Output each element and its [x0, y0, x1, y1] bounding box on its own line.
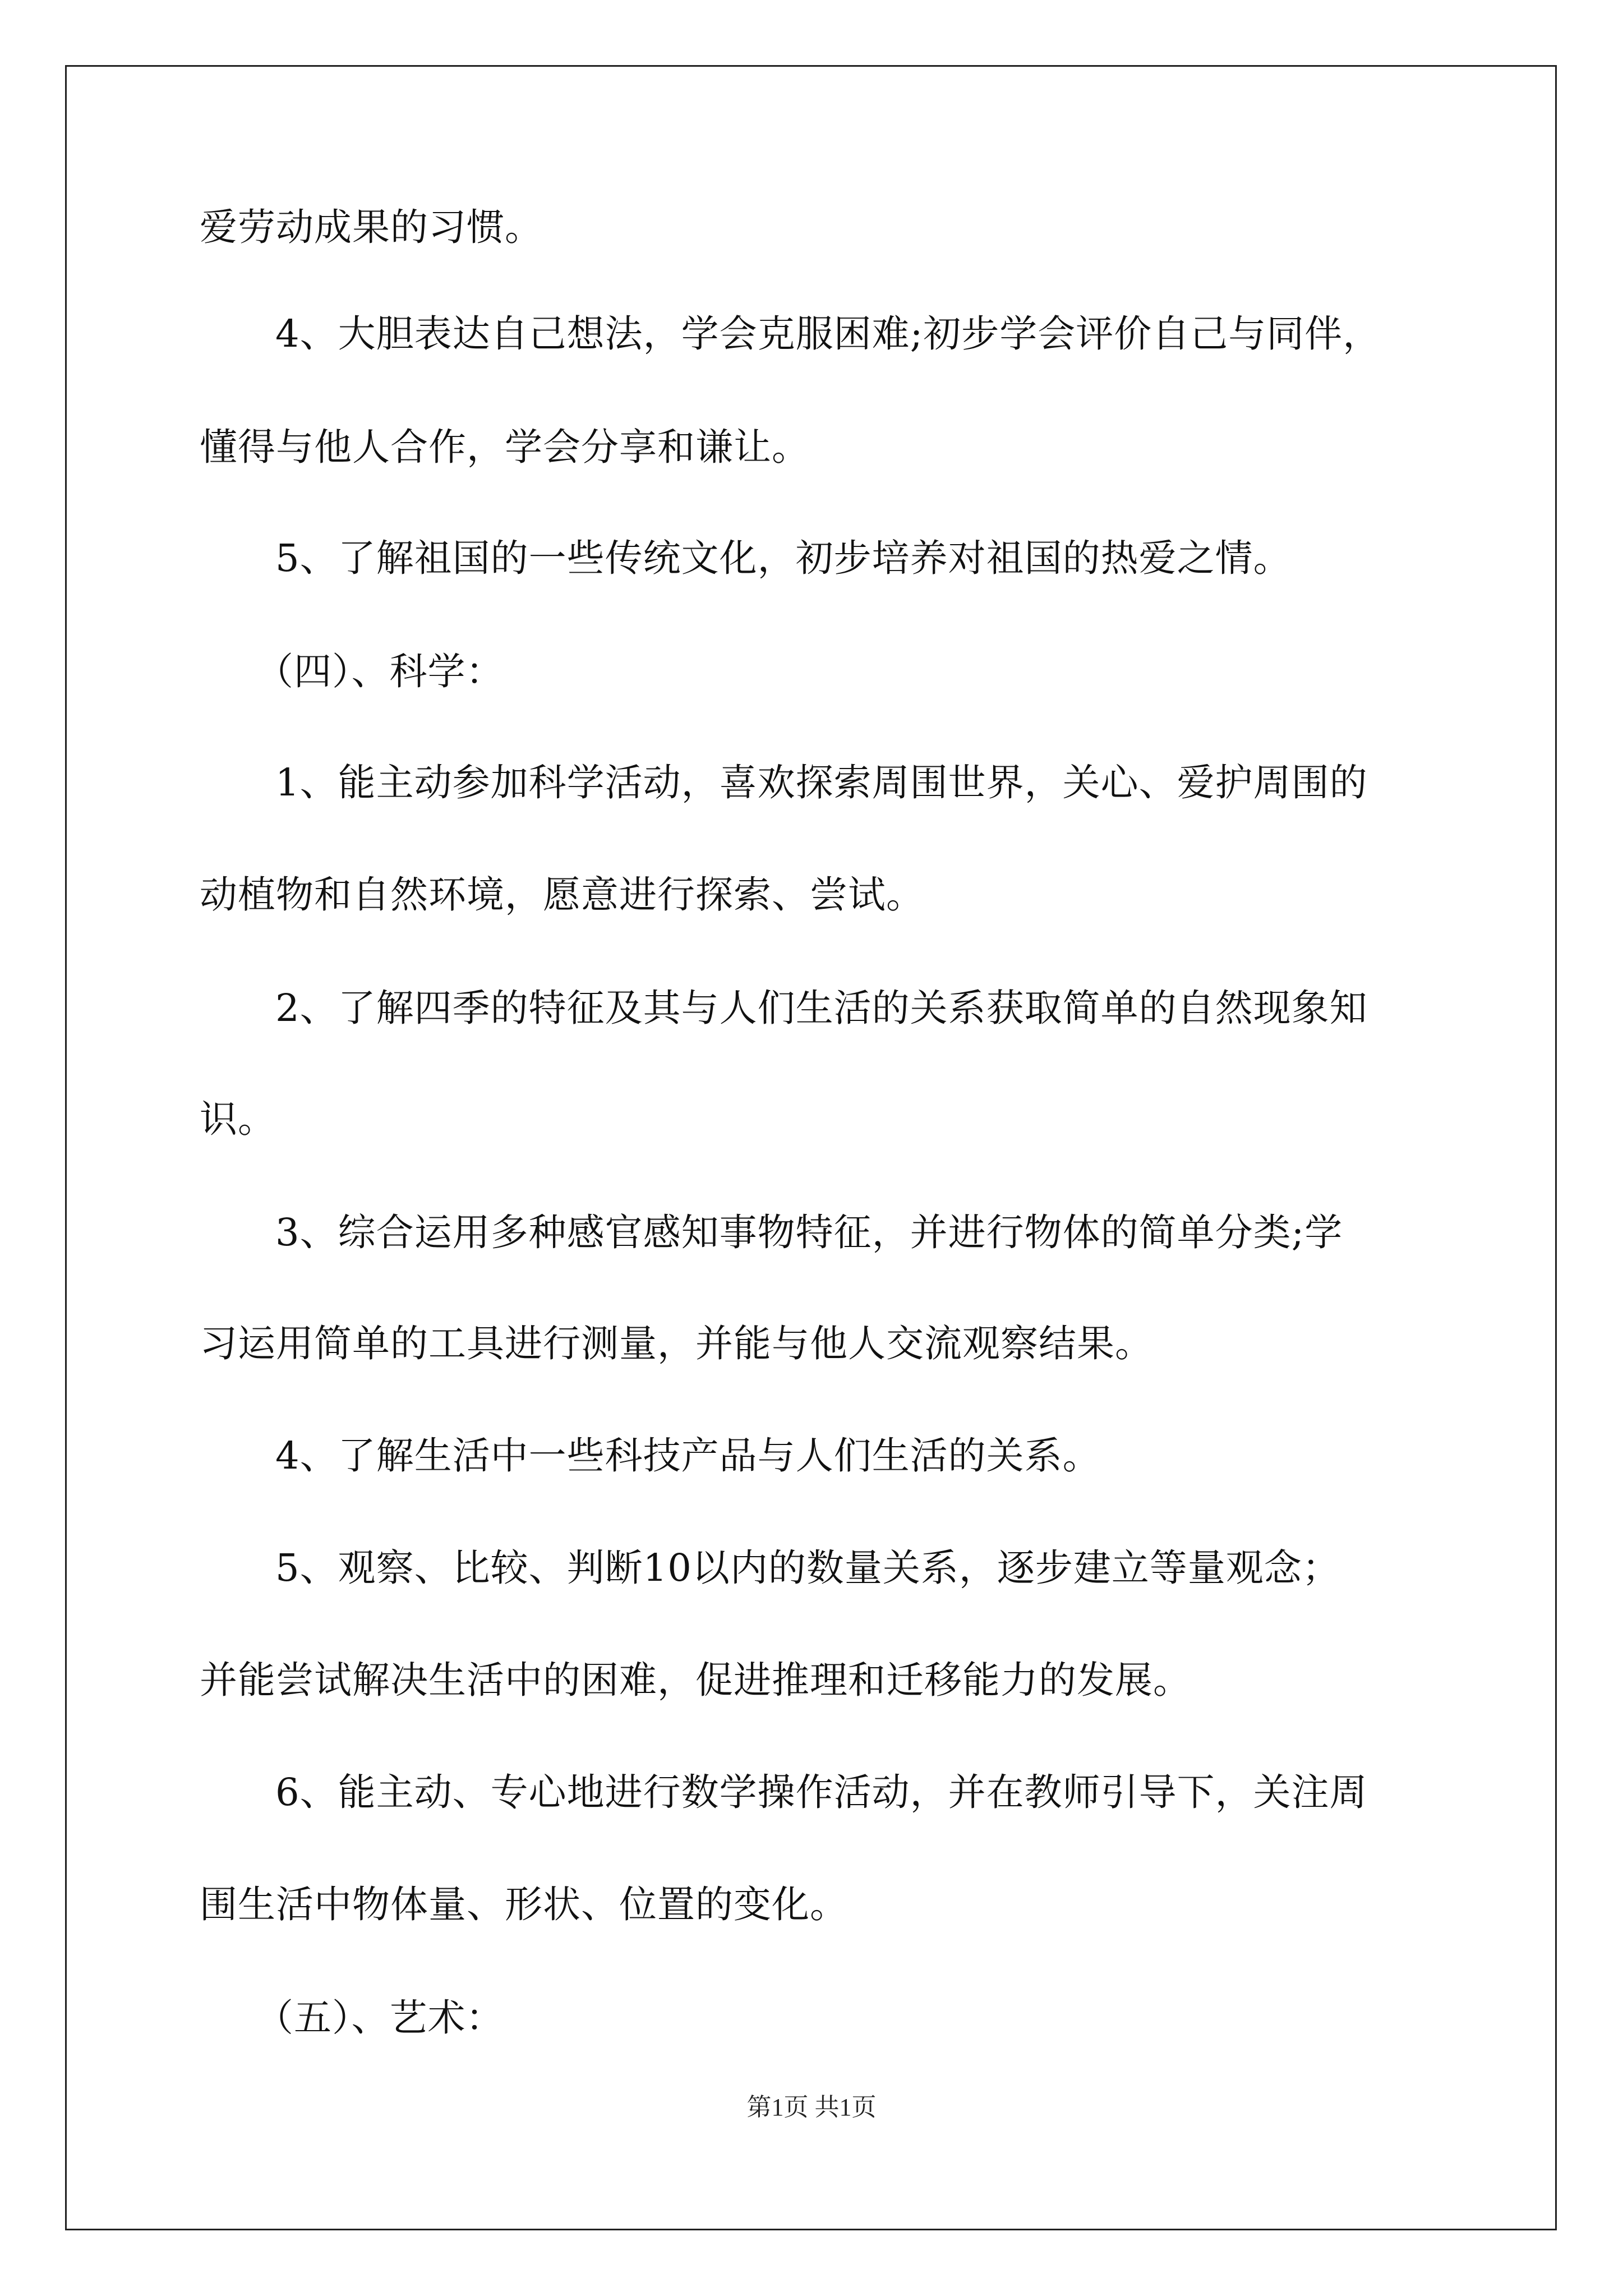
- text-line: 4、大胆表达自己想法，学会克服困难;初步学会评价自己与同伴，: [275, 312, 1381, 356]
- text-line: 习运用简单的工具进行测量，并能与他人交流观察结果。: [200, 1322, 1153, 1365]
- text-line: 6、能主动、专心地进行数学操作活动，并在教师引导下，关注周: [275, 1770, 1368, 1814]
- page-number-footer: 第1页 共1页: [746, 2093, 877, 2121]
- text-line: 识。: [200, 1097, 276, 1141]
- text-line: 4、了解生活中一些科技产品与人们生活的关系。: [275, 1434, 1101, 1478]
- text-line: 并能尝试解决生活中的困难，促进推理和迁移能力的发展。: [200, 1658, 1191, 1702]
- text-line: 2、了解四季的特征及其与人们生活的关系获取简单的自然现象知: [275, 986, 1368, 1030]
- section-heading-art: （五）、艺术：: [256, 1996, 504, 2040]
- text-line: 懂得与他人合作，学会分享和谦让。: [200, 425, 810, 469]
- text-line: 5、观察、比较、判断10以内的数量关系，逐步建立等量观念；: [275, 1546, 1340, 1590]
- text-line: 围生活中物体量、形状、位置的变化。: [200, 1883, 848, 1926]
- text-line: 动植物和自然环境，愿意进行探索、尝试。: [200, 873, 924, 917]
- section-heading-science: （四）、科学：: [256, 650, 504, 693]
- text-line: 1、能主动参加科学活动，喜欢探索周围世界，关心、爱护周围的: [275, 761, 1368, 804]
- text-line: 5、了解祖国的一些传统文化，初步培养对祖国的热爱之情。: [275, 536, 1292, 580]
- text-line: 爱劳动成果的习惯。: [200, 205, 543, 249]
- text-line: 3、综合运用多种感官感知事物特征，并进行物体的简单分类;学: [275, 1211, 1343, 1254]
